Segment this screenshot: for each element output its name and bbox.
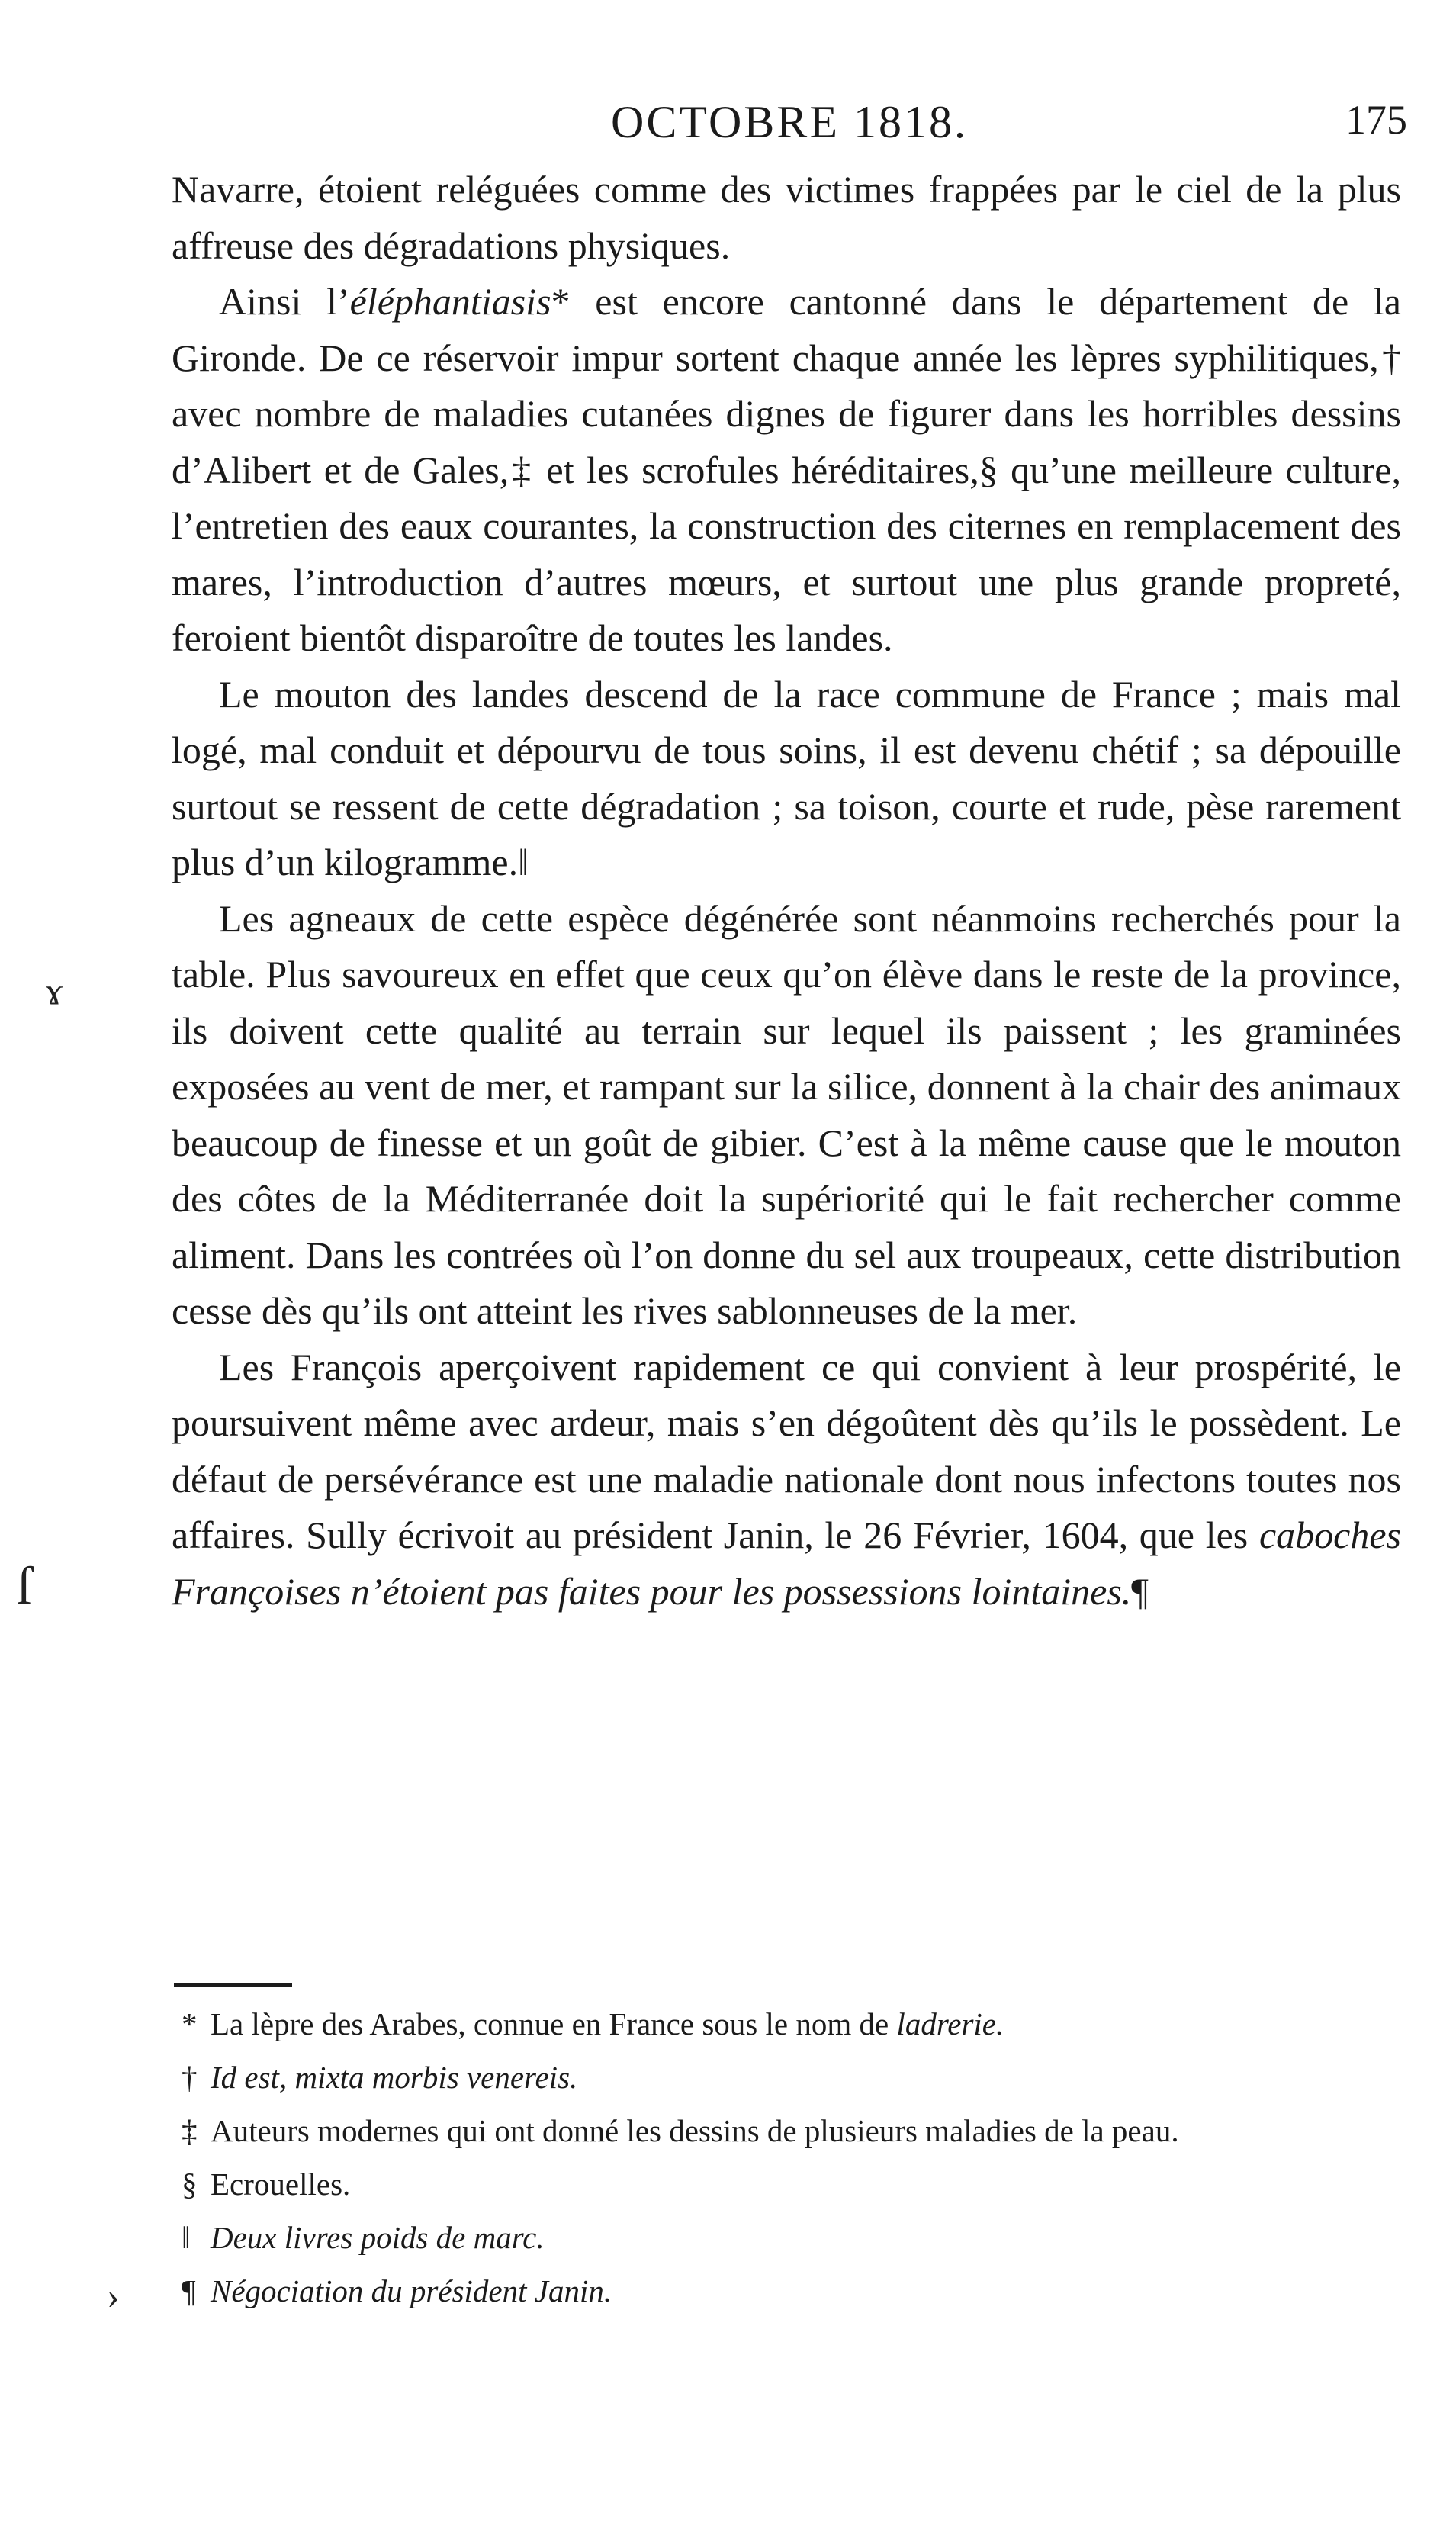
body-paragraph <box>172 1340 1401 1620</box>
footnote <box>182 2104 1402 2157</box>
footnote-text: La lèpre des Arabes, connue en France sous le nom de <box>211 2006 897 2041</box>
footnote-rule <box>174 1983 292 1987</box>
body-paragraph: Navarre, étoient reléguées comme des victimes frappées par le ciel de la plus affreuse des dégradations physiques. <box>172 168 1401 267</box>
text-run: ¶ <box>1131 1569 1149 1613</box>
footnote-symbol: ¶ <box>182 2273 196 2308</box>
body-text <box>172 162 1401 1620</box>
footnote-symbol: † <box>182 2060 198 2095</box>
text-run: Les François aperçoivent rapidement ce qui convient à leur prospérité, le poursuivent même avec ardeur, mais s’en dégoûtent dès qu’ils le possèdent. Le défaut de persévérance est une maladie nationale dont nous infectons toutes nos affaires. Sully écrivoit au président Janin, le 26 Février, 1604, que les <box>172 1345 1401 1556</box>
running-head: OCTOBRE 1818. <box>611 97 968 147</box>
footnotes <box>182 1997 1402 2318</box>
text-run: * est encore cantonné dans le département de la Gironde. De ce réservoir impur sortent chaque année les lèpres syphilitiques,† avec nombre de maladies cutanées dignes de figurer dans les horribles dessins d’Alibert et de Gales,‡ et les scrofules héréditaires,§ qu’une meilleure culture, l’entretien des eaux courantes, la construction des citernes en remplacement des mares, l’introduction d’autres mœurs, et surtout une plus grande propreté, feroient bientôt disparoître de toutes les landes. <box>172 280 1401 659</box>
margin-pen-mark: ɤ <box>46 970 63 1012</box>
footnote <box>182 2157 1402 2211</box>
footnote-italic-text: Négociation du président Janin. <box>211 2273 612 2308</box>
page-header <box>172 90 1407 159</box>
footnote-text: Ecrouelles. <box>211 2167 351 2202</box>
footnote-italic-text: Id est, mixta morbis venereis. <box>211 2060 578 2095</box>
footnote <box>182 1997 1402 2051</box>
footnote <box>182 2051 1402 2104</box>
italic-text: caboches Françoises n’étoient pas faites pour les possessions lointaines. <box>172 1514 1401 1613</box>
footnote <box>182 2264 1402 2318</box>
body-paragraph <box>172 274 1401 667</box>
footnote <box>182 2211 1402 2264</box>
footnote-italic-text: Deux livres poids de marc. <box>211 2220 545 2255</box>
footnote-text: Auteurs modernes qui ont donné les dessins de plusieurs maladies de la peau. <box>211 2113 1179 2148</box>
footnote-italic-text: ladrerie. <box>896 2006 1004 2041</box>
footnote-symbol: ‖ <box>182 2220 191 2255</box>
body-paragraph: Les agneaux de cette espèce dégénérée sont néanmoins recherchés pour la table. Plus savoureux en effet que ceux qu’on élève dans le reste de la province, ils doivent cette qualité au terrain sur lequel ils paissent ; les graminées exposées au vent de mer, et rampant sur la silice, donnent à la chair des animaux beaucoup de finesse et un goût de gibier. C’est à la même cause que le mouton des côtes de la Méditerranée doit la supériorité qui le fait rechercher comme aliment. Dans les contrées où l’on donne du sel aux troupeaux, cette distribution cesse dès qu’ils ont atteint les rives sablonneuses de la mer. <box>172 896 1401 1332</box>
italic-text: éléphantiasis <box>349 280 551 323</box>
footnote-symbol: ‡ <box>182 2113 198 2148</box>
text-run: Ainsi l’ <box>219 280 350 323</box>
footnote-symbol: * <box>182 2006 198 2041</box>
page-number: 175 <box>1345 97 1407 143</box>
body-paragraph: Le mouton des landes descend de la race commune de France ; mais mal logé, mal conduit et dépourvu de tous soins, il est devenu chétif ; sa dépouille surtout se ressent de cette dégradation ; sa toison, courte et rude, pèse rarement plus d’un kilogramme.‖ <box>172 672 1401 883</box>
margin-pen-mark: ſ <box>17 1557 32 1616</box>
margin-pen-mark: › <box>107 2274 120 2317</box>
footnote-symbol: § <box>182 2167 198 2202</box>
